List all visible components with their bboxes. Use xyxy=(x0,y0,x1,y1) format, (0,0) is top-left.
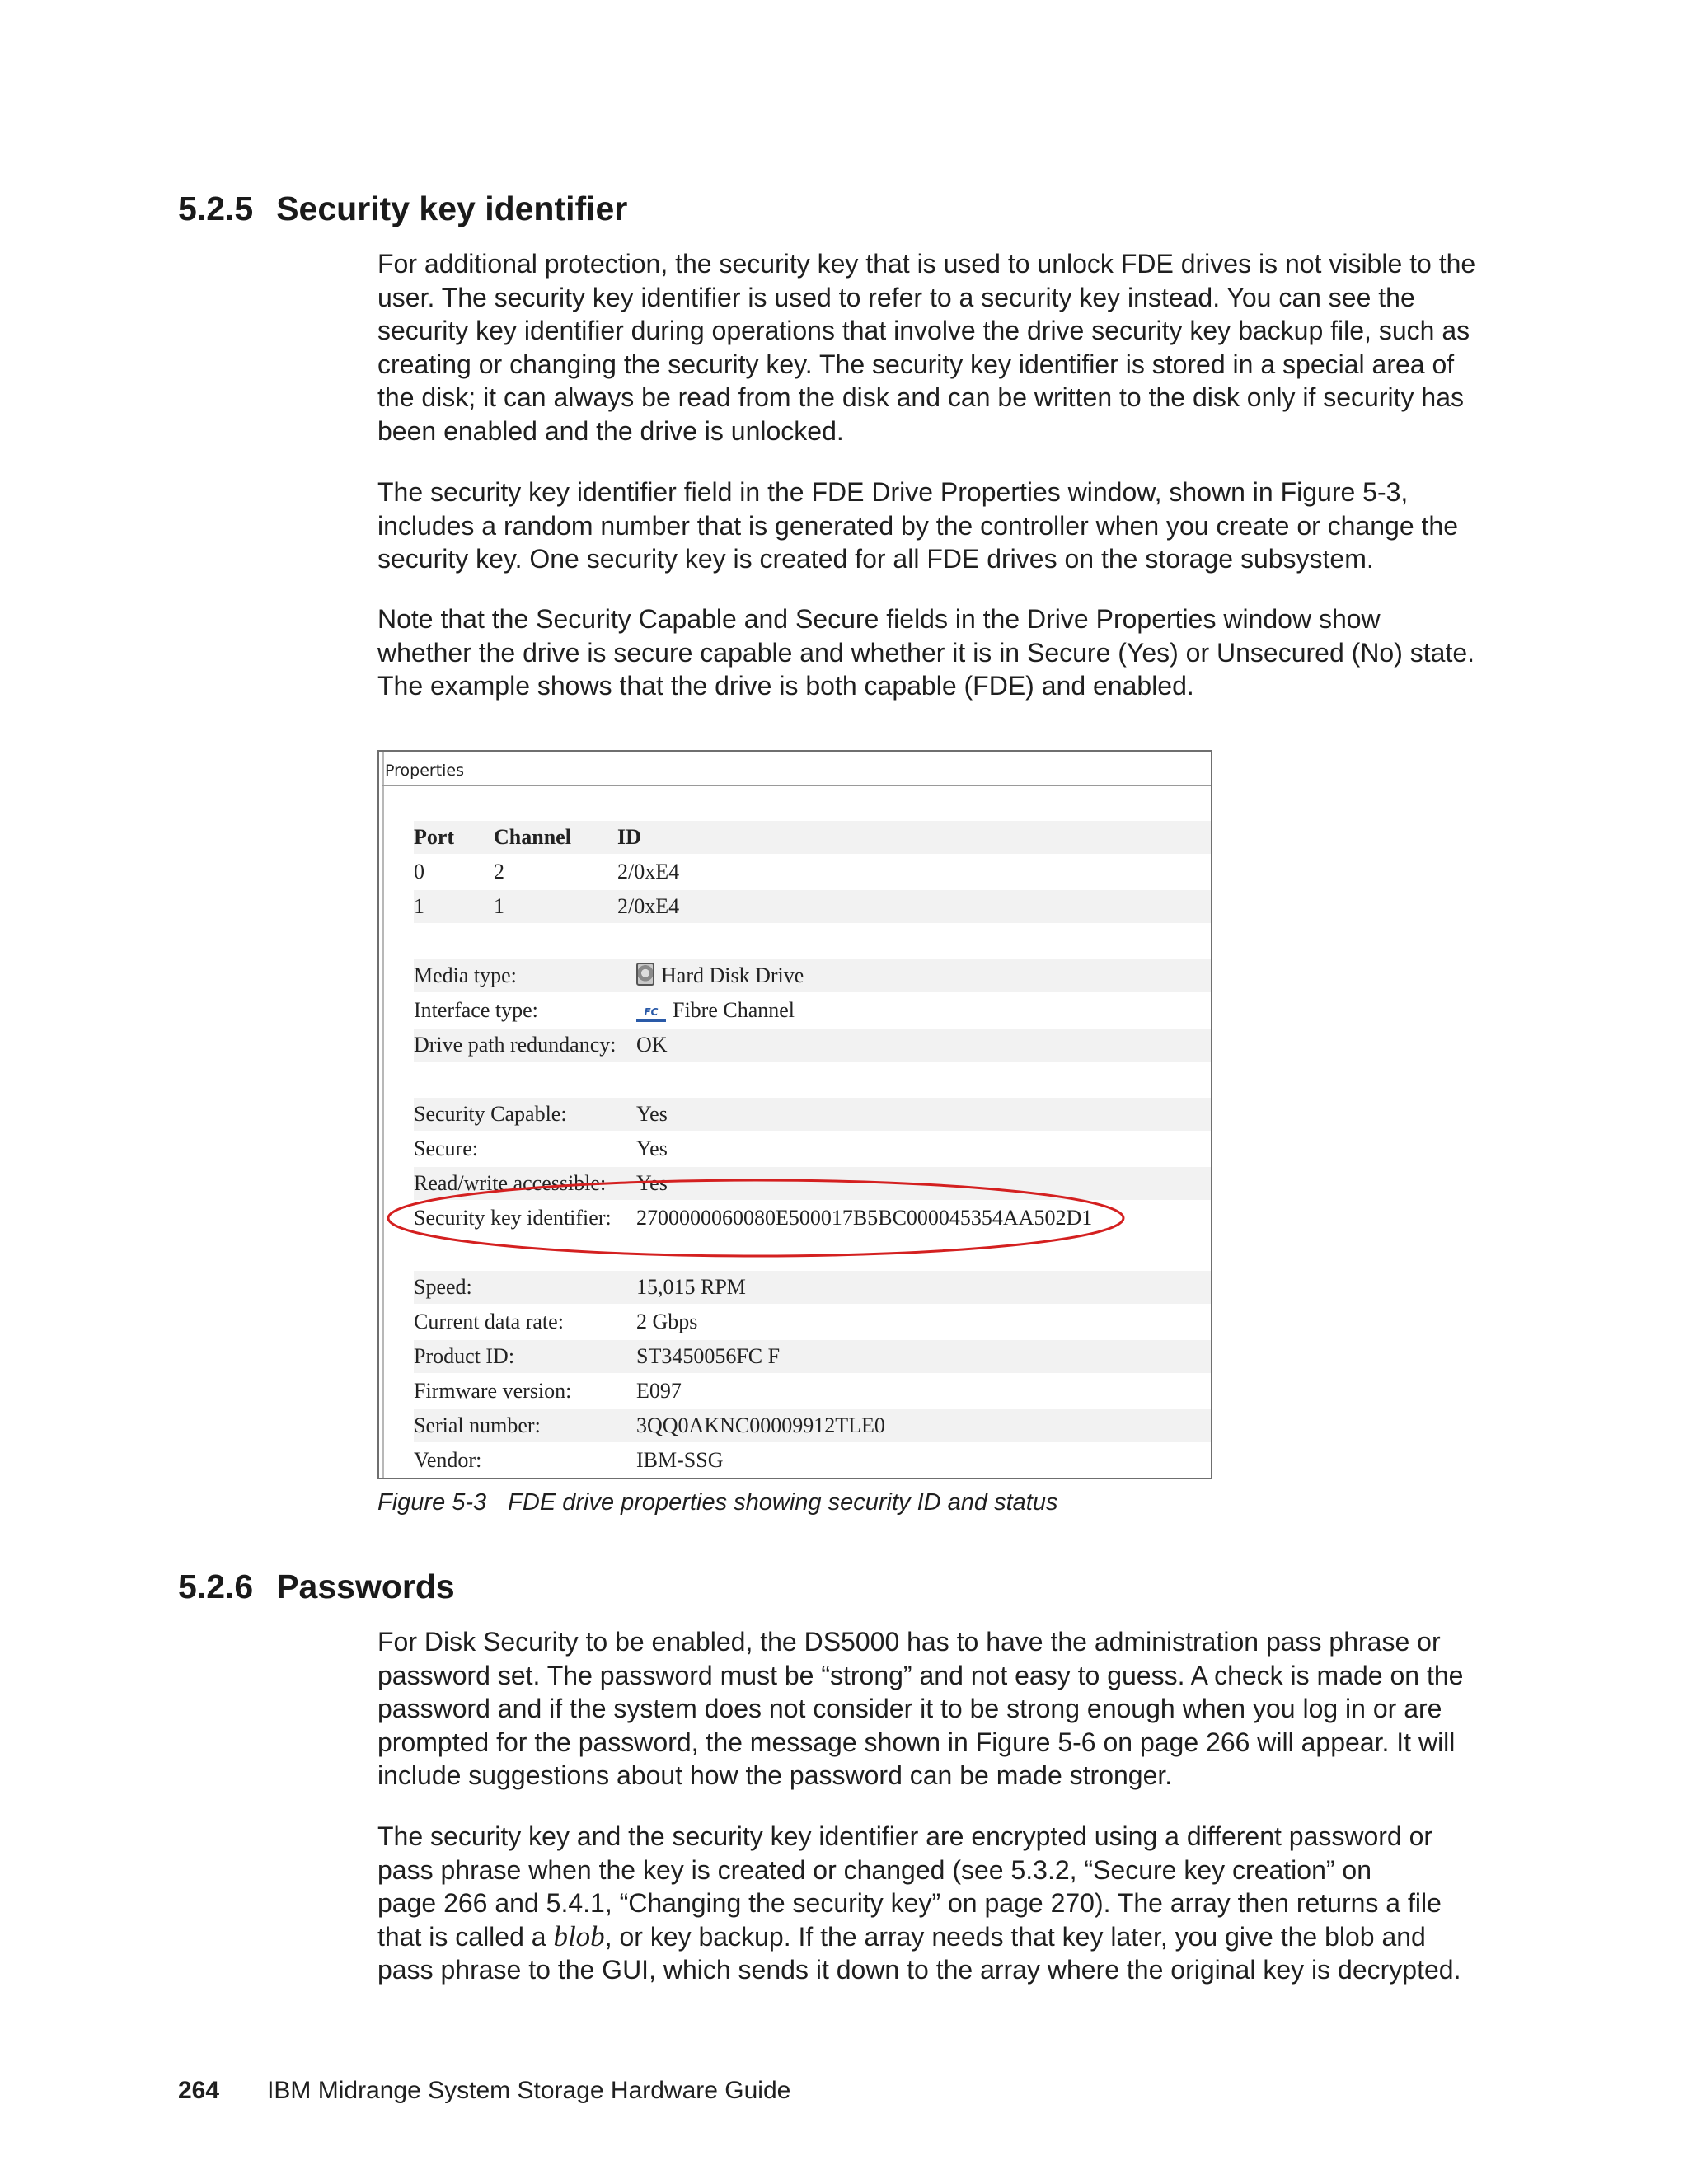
text-line: The security key and the security key identifier are encrypted using a different password or xyxy=(377,1821,1433,1851)
prop-value: ST3450056FC F xyxy=(636,1344,781,1368)
prop-value: OK xyxy=(636,1033,668,1057)
title-divider xyxy=(382,785,1211,786)
prop-label: Secure: xyxy=(414,1137,478,1160)
prop-value: IBM-SSG xyxy=(636,1448,724,1472)
text-line: creating or changing the security key. The security key identifier is stored in a special area of xyxy=(377,349,1455,379)
prop-value: E097 xyxy=(636,1379,682,1403)
section-number: 5.2.6 xyxy=(178,1568,254,1605)
column-header-id: ID xyxy=(617,825,641,849)
prop-label: Interface type: xyxy=(414,998,538,1022)
text-line: pass phrase to the GUI, which sends it down to the array where the original key is decrypted. xyxy=(377,1955,1461,1985)
text-line: For Disk Security to be enabled, the DS5000 has to have the administration pass phrase or xyxy=(377,1627,1441,1657)
page-number: 264 xyxy=(178,2077,220,2104)
text-run: that is called a xyxy=(377,1921,554,1952)
prop-label: Drive path redundancy: xyxy=(414,1033,617,1057)
prop-value: 15,015 RPM xyxy=(636,1275,746,1299)
text-line: password set. The password must be “strong” and not easy to guess. A check is made on the xyxy=(377,1660,1464,1690)
prop-value: 3QQ0AKNC00009912TLE0 xyxy=(636,1413,885,1437)
text-line: The security key identifier field in the FDE Drive Properties window, shown in Figure 5-3, xyxy=(377,477,1409,507)
section-heading-5-2-5 xyxy=(178,188,627,229)
text-line: the disk; it can always be read from the disk and can be written to the disk only if security has xyxy=(377,382,1464,412)
paragraph xyxy=(377,602,1531,703)
window-edge xyxy=(382,752,384,1478)
prop-label: Media type: xyxy=(414,963,517,987)
prop-interface-type xyxy=(414,994,1211,1027)
prop-speed xyxy=(414,1271,1211,1304)
prop-current-data-rate xyxy=(414,1305,1211,1338)
prop-label: Vendor: xyxy=(414,1448,482,1472)
column-header-port: Port xyxy=(414,825,455,849)
paragraph xyxy=(377,1625,1531,1793)
text-line: password and if the system does not consider it to be strong enough when you log in or are xyxy=(377,1694,1442,1723)
text-line: page 266 and 5.4.1, “Changing the security key” on page 270). The array then returns a file xyxy=(377,1888,1442,1918)
prop-security-key-identifier xyxy=(414,1202,1211,1235)
prop-value: Yes xyxy=(636,1102,668,1126)
prop-secure xyxy=(414,1132,1211,1165)
cell-id: 2/0xE4 xyxy=(617,860,680,883)
prop-label: Serial number: xyxy=(414,1413,541,1437)
section-title: Security key identifier xyxy=(276,190,628,227)
prop-value: Yes xyxy=(636,1137,668,1160)
paragraph xyxy=(377,476,1531,576)
prop-value xyxy=(636,994,795,1027)
figure-caption xyxy=(377,1489,1057,1516)
interface-type-value: Fibre Channel xyxy=(673,998,795,1022)
text-line: whether the drive is secure capable and whether it is in Secure (Yes) or Unsecured (No) state. xyxy=(377,637,1475,668)
table-row xyxy=(414,890,1211,923)
prop-firmware-version xyxy=(414,1375,1211,1408)
prop-product-id xyxy=(414,1340,1211,1373)
paragraph xyxy=(377,247,1531,448)
security-key-identifier-value: 2700000060080E500017B5BC000045354AA502D1 xyxy=(636,1206,1093,1230)
prop-label: Security key identifier: xyxy=(414,1206,612,1230)
text-line: For additional protection, the security key that is used to unlock FDE drives is not visible to the xyxy=(377,249,1476,279)
text-line: security key. One security key is created for all FDE drives on the storage subsystem. xyxy=(377,544,1374,574)
fibre-channel-icon: FC xyxy=(636,1005,666,1022)
cell-port: 1 xyxy=(414,894,424,918)
prop-label: Product ID: xyxy=(414,1344,515,1368)
paragraph xyxy=(377,1820,1531,1987)
prop-label: Firmware version: xyxy=(414,1379,572,1403)
table-row xyxy=(414,855,1211,888)
text-line: includes a random number that is generated by the controller when you create or change the xyxy=(377,510,1459,541)
emphasized-term: blob xyxy=(553,1919,605,1952)
prop-value: Yes xyxy=(636,1171,668,1195)
prop-security-capable xyxy=(414,1098,1211,1131)
section-title: Passwords xyxy=(276,1568,455,1605)
prop-media-type xyxy=(414,959,1211,992)
prop-vendor xyxy=(414,1444,1211,1477)
cell-channel: 2 xyxy=(494,860,504,883)
text-line: prompted for the password, the message shown in Figure 5-6 on page 266 will appear. It will xyxy=(377,1727,1456,1757)
prop-value xyxy=(636,959,804,992)
prop-read-write-accessible xyxy=(414,1167,1211,1200)
text-line: The example shows that the drive is both capable (FDE) and enabled. xyxy=(377,671,1194,701)
text-line: pass phrase when the key is created or changed (see 5.3.2, “Secure key creation” on xyxy=(377,1854,1372,1885)
section-number: 5.2.5 xyxy=(178,190,254,227)
book-title: IBM Midrange System Storage Hardware Guide xyxy=(267,2077,791,2104)
text-line xyxy=(377,1920,1531,1954)
figure-number: Figure 5-3 xyxy=(377,1489,487,1516)
prop-label: Speed: xyxy=(414,1275,472,1299)
cell-channel: 1 xyxy=(494,894,504,918)
prop-label: Current data rate: xyxy=(414,1310,564,1333)
prop-label: Read/write accessible: xyxy=(414,1171,607,1195)
prop-value: 2 Gbps xyxy=(636,1310,698,1333)
cell-id: 2/0xE4 xyxy=(617,894,680,918)
hard-disk-icon xyxy=(636,963,654,986)
media-type-value: Hard Disk Drive xyxy=(661,963,804,987)
properties-window xyxy=(377,750,1212,1479)
caption-text: FDE drive properties showing security ID and status xyxy=(508,1489,1058,1516)
text-line: Note that the Security Capable and Secure fields in the Drive Properties window show xyxy=(377,604,1381,634)
prop-label: Security Capable: xyxy=(414,1102,567,1126)
text-line: security key identifier during operations that involve the drive security key backup file, such as xyxy=(377,316,1470,345)
column-header-channel: Channel xyxy=(494,825,571,849)
cell-port: 0 xyxy=(414,860,424,883)
text-run: , or key backup. If the array needs that key later, you give the blob and xyxy=(604,1921,1426,1952)
text-line: been enabled and the drive is unlocked. xyxy=(377,415,844,446)
section-heading-5-2-6 xyxy=(178,1566,455,1607)
window-title: Properties xyxy=(385,762,465,780)
text-line: include suggestions about how the password can be made stronger. xyxy=(377,1760,1173,1790)
table-header-row xyxy=(414,821,1211,854)
page-footer xyxy=(178,2077,790,2105)
prop-drive-path-redundancy xyxy=(414,1029,1211,1062)
text-line: user. The security key identifier is used to refer to a security key instead. You can see the xyxy=(377,282,1415,312)
prop-serial-number xyxy=(414,1409,1211,1442)
